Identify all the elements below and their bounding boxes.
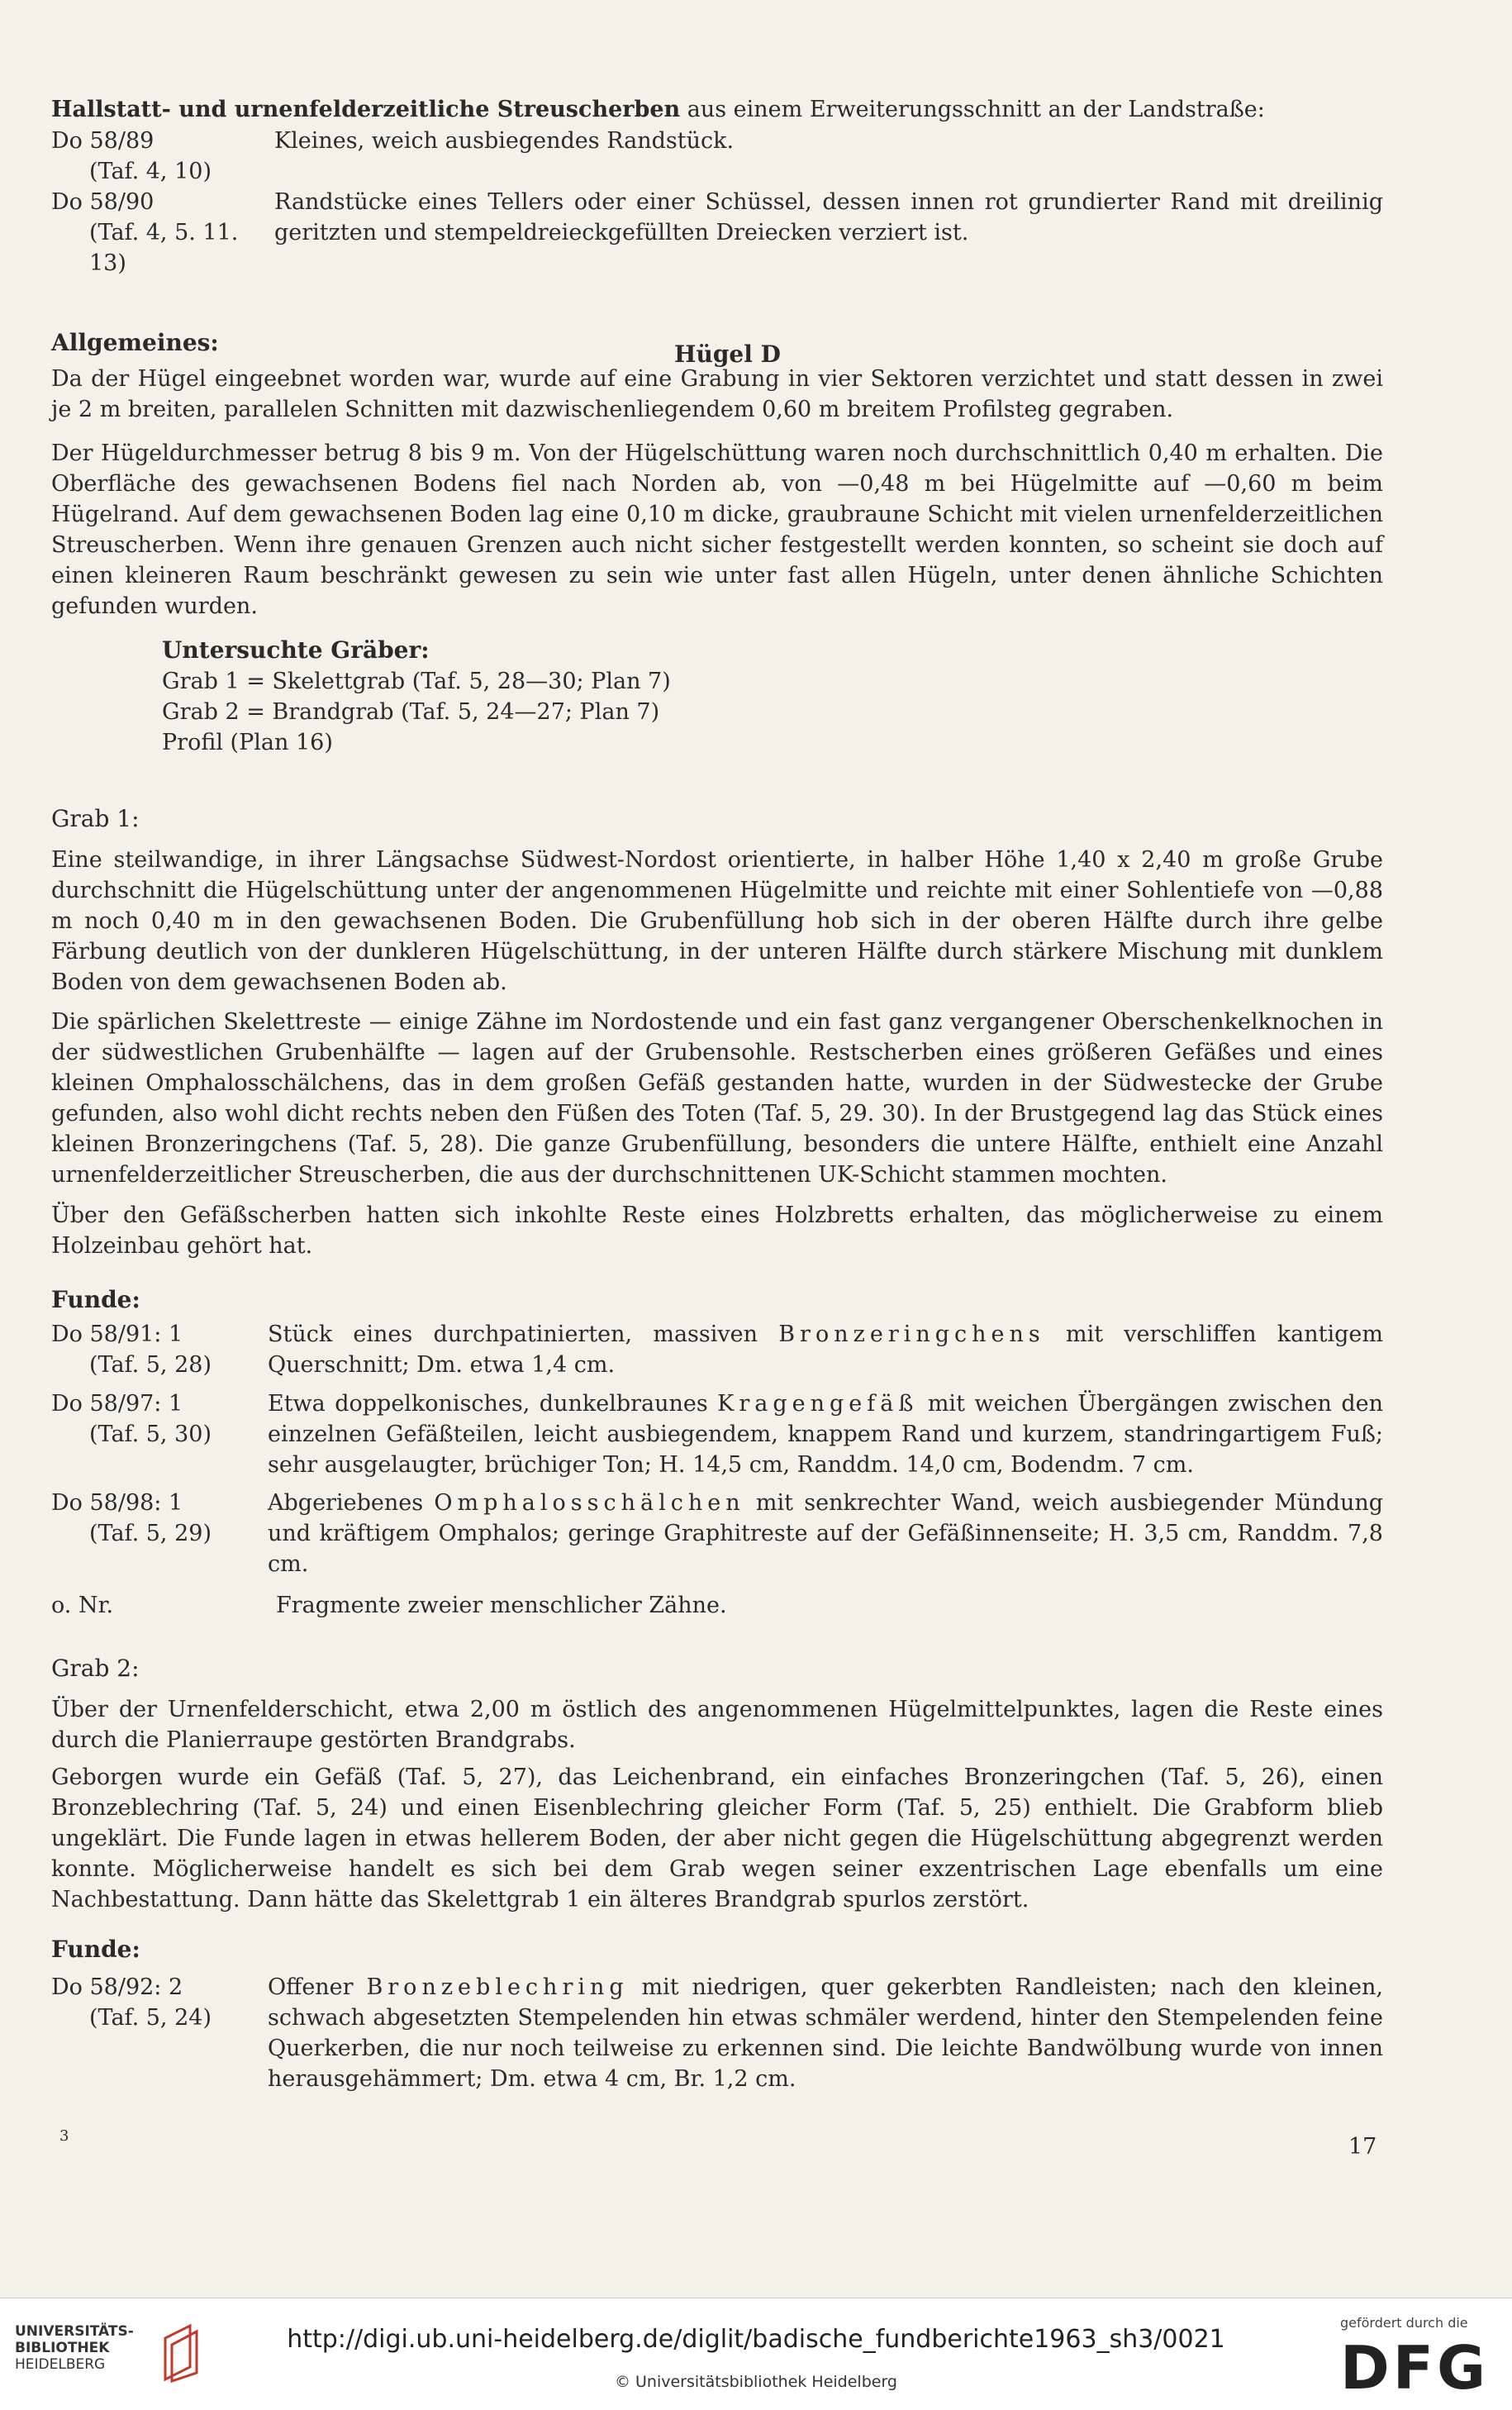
footer-bar [0,2298,1512,2410]
find-ref: (Taf. 5, 24) [89,2005,212,2031]
find-desc: Kleines, weich ausbiegendes Randstück. [274,128,735,154]
find-id: Do 58/97: 1 [51,1391,183,1417]
page-title: Hügel D [674,341,781,368]
paragraph: Über der Urnenfelderschicht, etwa 2,00 m östlich des angenommenen Hügelmittelpunktes, lagen die Reste eines durch die Planierraupe gestörten Brandgrabs. [51,1697,1383,1753]
dfg-label: gefördert durch die [1340,2315,1468,2331]
desc-text: Stück eines durchpatinierten, massiven [268,1322,779,1347]
paragraph: Über den Gefäßscherben hatten sich inkohlte Reste eines Holzbretts erhalten, das möglicherweise zu einem Holzeinbau gehört hat. [51,1203,1383,1259]
find-id: Do 58/89 [51,128,155,154]
desc-text: Fragmente zweier menschlicher Zähne. [276,1593,727,1618]
find-entry [51,126,1383,187]
section-intro [51,94,1265,126]
dfg-logo: DFG [1340,2333,1490,2403]
find-entry [51,187,1383,276]
intro-bold: Hallstatt- und urnenfelderzeitliche Streuscherben [51,97,681,122]
desc-text: Offener [268,1974,367,2000]
library-line: BIBLIOTHEK [15,2340,110,2356]
desc-text: Etwa doppelkonisches, dunkelbraunes [268,1391,718,1417]
find-desc [268,1972,1383,2094]
find-ref: (Taf. 5, 29) [89,1521,212,1546]
find-desc [276,1590,1383,1621]
find-id: Do 58/98: 1 [51,1490,183,1516]
paragraph: Da der Hügel eingeebnet worden war, wurde auf eine Grabung in vier Sektoren verzichtet und statt dessen in zwei je 2 m breiten, parallelen Schnitten mit dazwischenliegendem 0,60 m breitem Profilsteg gegraben. [51,366,1383,422]
intro-rest: aus einem Erweiterungsschnitt an der Landstraße: [680,97,1265,122]
allgemeines-label: Allgemeines: [51,329,219,356]
list-item: Grab 2 = Brandgrab (Taf. 5, 24—27; Plan 7) [162,699,660,725]
find-term: Omphalosschälchen [434,1490,745,1516]
find-entry [51,1319,1383,1380]
paragraph: Eine steilwandige, in ihrer Längsachse Südwest-Nordost orientierte, in halber Höhe 1,40 x 2,40 m große Grube durchschnitt die Hügelschüttung unter der angenommenen Hügelmitte und reichte mit einer Sohlentiefe von —0,88 m noch 0,40 m in den gewachsenen Boden. Die Grubenfüllung hob sich in der oberen Hälfte durch ihre gelbe Färbung deutlich von der dunkleren Hügelschüttung, in der unteren Hälfte durch stärkere Mischung mit dunklem Boden von dem gewachsenen Boden ab. [51,847,1383,995]
funde-label: Funde: [51,1286,140,1313]
find-desc [268,1388,1383,1480]
list-item: Profil (Plan 16) [162,730,333,755]
find-desc: Randstücke eines Tellers oder einer Schüssel, dessen innen rot grundierter Rand mit dreilinig geritzten und stempeldreieckgefüllten Dreiecken verziert ist. [274,189,1383,245]
find-term: Bronzeblechring [366,1974,629,2000]
find-entry [51,1488,1383,1580]
find-id: Do 58/90 [51,189,155,215]
desc-text: Abgeriebenes [268,1490,435,1516]
paragraph: Geborgen wurde ein Gefäß (Taf. 5, 27), das Leichenbrand, ein einfaches Bronzeringchen (Taf. 5, 26), einen Bronzeblechring (Taf. 5, 24) und einen Eisenblechring gleicher Form (Taf. 5, 25) enthielt. Die Grabform blieb ungeklärt. Die Funde lagen in etwas hellerem Boden, der aber nicht gegen die Hügelschüttung abgegrenzt werden konnte. Möglicherweise handelt es sich bei dem Grab wegen seiner exzentrischen Lage ebenfalls um eine Nachbestattung. Dann hätte das Skelettgrab 1 ein älteres Brandgrab spurlos zerstört. [51,1765,1383,1912]
find-entry [51,1590,1383,1623]
page-number: 17 [1348,2134,1377,2160]
find-entry [51,1972,1383,2096]
library-line: HEIDELBERG [15,2356,106,2373]
list-item: Grab 1 = Skelettgrab (Taf. 5, 28—30; Plan 7) [162,669,671,694]
find-ref: (Taf. 5, 28) [89,1352,212,1378]
copyright: © Universitätsbibliothek Heidelberg [614,2373,897,2391]
find-term: Bronzeringchens [778,1322,1045,1347]
paragraph: Der Hügeldurchmesser betrug 8 bis 9 m. Von der Hügelschüttung waren noch durchschnittlich 0,40 m erhalten. Die Oberfläche des gewachsenen Bodens fiel nach Norden ab, von —0,48 m bei Hügelmitte auf —0,60 m beim Hügelrand. Auf dem gewachsenen Boden lag eine 0,10 m dicke, graubraune Schicht mit vielen urnenfelderzeitlichen Streuscherben. Wenn ihre genauen Grenzen auch nicht sicher festgestellt werden konnten, so scheint sie doch auf einen kleineren Raum beschränkt gewesen zu sein wie unter fast allen Hügeln, unter denen ähnliche Schichten gefunden wurden. [51,441,1383,619]
find-id: Do 58/92: 2 [51,1974,183,2000]
find-id: o. Nr. [51,1593,114,1618]
funde-label: Funde: [51,1936,140,1963]
document-url[interactable]: http://digi.ub.uni-heidelberg.de/diglit/badische_fundberichte1963_sh3/0021 [287,2325,1225,2354]
find-desc [268,1488,1383,1579]
paragraph: Die spärlichen Skelettreste — einige Zähne im Nordostende und ein fast ganz vergangener Oberschenkelknochen in der südwestlichen Grubenhälfte — lagen auf der Grubensohle. Restscherben eines größeren Gefäßes und eines kleinen Omphalosschälchens, das in dem großen Gefäß gestanden hatte, wurden in der Südwestecke der Grube gefunden, also wohl dicht rechts neben den Füßen des Toten (Taf. 5, 29. 30). In der Brustgegend lag das Stück eines kleinen Bronzeringchens (Taf. 5, 28). Die ganze Grubenfüllung, besonders die untere Hälfte, enthielt eine Anzahl urnenfelderzeitlicher Streuscherben, die aus der durchschnittenen UK-Schicht stammen mochten. [51,1009,1383,1188]
find-entry [51,1388,1383,1481]
graves-list [162,666,671,758]
find-term: Kragengefäß [717,1391,919,1417]
find-id: Do 58/91: 1 [51,1322,183,1347]
signature-mark: 3 [59,2127,69,2145]
find-ref: (Taf. 4, 5. 11. 13) [89,220,239,276]
find-ref: (Taf. 4, 10) [89,159,212,184]
grab1-label: Grab 1: [51,805,140,832]
desc-text: mit niedrigen, quer gekerbten Randleisten; nach den kleinen, schwach abgesetzten Stempelenden hin etwas schmäler werdend, hinter den Stempelenden feine Querkerben, die nur noch teilweise zu erkennen sind. Die leichte Bandwölbung wurde von innen herausgehämmert; Dm. etwa 4 cm, Br. 1,2 cm. [268,1974,1383,2092]
find-ref: (Taf. 5, 30) [89,1422,212,1447]
desc-text: mit weichen Übergängen zwischen den einzelnen Gefäßteilen, leicht ausbiegendem, knappem Rand und kurzem, standringartigem Fuß; sehr ausgelaugter, brüchiger Ton; H. 14,5 cm, Randdm. 14,0 cm, Bodendm. 7 cm. [268,1391,1383,1478]
find-desc [268,1319,1383,1380]
library-line: UNIVERSITÄTS- [15,2323,134,2340]
desc-text: mit verschliffen kantigem Querschnitt; Dm. etwa 1,4 cm. [268,1322,1383,1378]
grab2-label: Grab 2: [51,1655,140,1682]
desc-text: mit senkrechter Wand, weich ausbiegender Mündung und kräftigem Omphalos; geringe Graphitreste auf der Gefäßinnenseite; H. 3,5 cm, Randdm. 7,8 cm. [268,1490,1384,1577]
graves-label: Untersuchte Gräber: [162,636,430,664]
